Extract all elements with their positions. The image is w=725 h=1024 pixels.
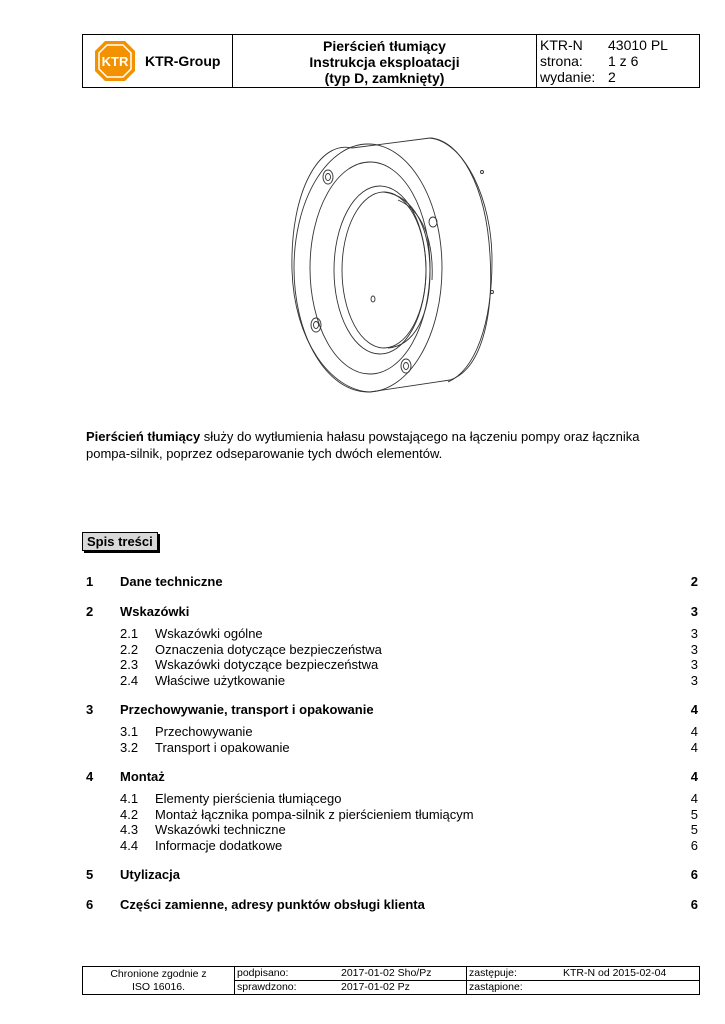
checked-row bbox=[235, 981, 466, 995]
toc-section-page: 4 bbox=[690, 769, 698, 784]
toc-subsection[interactable] bbox=[86, 724, 698, 740]
toc-subsection-title: Informacje dodatkowe bbox=[155, 837, 283, 853]
toc-subsection-page: 4 bbox=[690, 739, 698, 755]
toc-section-number: 5 bbox=[86, 867, 94, 882]
toc-heading: Spis treści bbox=[82, 532, 158, 551]
company-name: KTR-Group bbox=[145, 53, 221, 69]
edition-value: 2 bbox=[608, 69, 616, 85]
toc-section-number: 6 bbox=[86, 897, 94, 912]
toc-section-title: Dane techniczne bbox=[120, 574, 223, 589]
intro-bold: Pierścień tłumiący bbox=[86, 429, 201, 444]
replaced-by-value bbox=[563, 981, 699, 995]
toc-subsection[interactable] bbox=[86, 673, 698, 689]
toc-subsection-title: Elementy pierścienia tłumiącego bbox=[155, 791, 342, 806]
replaces-label: zastępuje: bbox=[469, 967, 517, 979]
doc-number-row bbox=[540, 37, 699, 53]
certification-note bbox=[83, 967, 235, 994]
toc-subsection-title: Wskazówki dotyczące bezpieczeństwa bbox=[155, 657, 379, 672]
logo-cell bbox=[83, 35, 233, 87]
toc-section[interactable] bbox=[86, 897, 698, 913]
toc-subsection-title: Wskazówki ogólne bbox=[155, 626, 263, 641]
toc-subsection-page: 3 bbox=[690, 641, 698, 657]
toc-subsection-page: 4 bbox=[690, 791, 698, 806]
toc-section-page: 6 bbox=[690, 897, 698, 912]
toc-subsection-page: 3 bbox=[690, 672, 698, 688]
edition-row bbox=[540, 69, 699, 85]
signed-value: 2017-01-02 Sho/Pz bbox=[341, 967, 432, 979]
toc-section-title: Przechowywanie, transport i opakowanie bbox=[120, 702, 374, 717]
toc-subsection-title: Przechowywanie bbox=[155, 724, 253, 739]
toc-subsection-title: Montaż łącznika pompa-silnik z pierścieniem tłumiącym bbox=[155, 806, 474, 822]
toc-subsection[interactable] bbox=[86, 657, 698, 673]
intro-text: służy do wytłumienia hałasu powstającego na łączeniu pompy oraz łącznika pompa-silnik, poprzez odseparowanie tych dwóch elementów. bbox=[86, 429, 640, 461]
doc-number-value: 43010 PL bbox=[608, 37, 668, 53]
page-value: 1 z 6 bbox=[608, 53, 639, 69]
toc-subsection-page: 5 bbox=[690, 822, 698, 837]
checked-value: 2017-01-02 Pz bbox=[341, 981, 410, 993]
toc-subsection-title: Wskazówki techniczne bbox=[155, 822, 286, 837]
replaced-by-row bbox=[467, 981, 699, 995]
ktr-logo-icon bbox=[93, 39, 137, 83]
page-label: strona: bbox=[540, 53, 583, 69]
toc-section[interactable] bbox=[86, 574, 698, 590]
edition-label: wydanie: bbox=[540, 69, 596, 85]
toc-subsection-page: 6 bbox=[690, 837, 698, 853]
replaces-row bbox=[467, 967, 699, 981]
damping-ring-drawing bbox=[280, 130, 500, 405]
replaced-by-label: zastąpione: bbox=[469, 981, 523, 993]
toc-section-page: 6 bbox=[690, 867, 698, 882]
toc-section[interactable] bbox=[86, 769, 698, 785]
toc-subsection[interactable] bbox=[86, 626, 698, 642]
toc-section[interactable] bbox=[86, 702, 698, 718]
revision-block bbox=[467, 967, 699, 994]
toc-section[interactable] bbox=[86, 604, 698, 620]
toc-section-page: 2 bbox=[690, 574, 698, 589]
toc-subsection-title: Transport i opakowanie bbox=[155, 739, 290, 755]
checked-label: sprawdzono: bbox=[237, 981, 297, 993]
title-line-2: Instrukcja eksploatacji bbox=[309, 54, 460, 70]
toc-subsection-page: 3 bbox=[690, 657, 698, 672]
doc-number-label: KTR-N bbox=[540, 37, 583, 53]
logo-text: KTR bbox=[101, 54, 129, 69]
toc-subsection[interactable] bbox=[86, 807, 698, 823]
signature-block bbox=[235, 967, 467, 994]
toc-subsection[interactable] bbox=[86, 791, 698, 807]
toc-subsection-number: 4.4 bbox=[120, 837, 139, 853]
toc-subsection-number: 2.4 bbox=[120, 672, 139, 688]
title-line-3: (typ D, zamknięty) bbox=[324, 70, 445, 86]
cert-line-1: Chronione zgodnie z bbox=[110, 968, 207, 980]
toc-subsection-number: 3.2 bbox=[120, 739, 139, 755]
document-meta bbox=[537, 35, 699, 87]
toc-subsection-number: 3.1 bbox=[120, 724, 139, 739]
toc-section-number: 2 bbox=[86, 604, 94, 619]
toc-subsection-page: 5 bbox=[690, 806, 698, 822]
toc-subsection-number: 4.2 bbox=[120, 806, 139, 822]
toc-section-title: Części zamienne, adresy punktów obsługi klienta bbox=[120, 897, 425, 912]
document-header bbox=[82, 34, 700, 88]
toc-subsection-number: 2.2 bbox=[120, 641, 139, 657]
table-of-contents bbox=[86, 570, 698, 913]
toc-subsection-title: Oznaczenia dotyczące bezpieczeństwa bbox=[155, 641, 382, 657]
replaces-value: KTR-N od 2015-02-04 bbox=[563, 967, 667, 979]
toc-subsection-title: Właściwe użytkowanie bbox=[155, 672, 286, 688]
toc-subsection-number: 4.3 bbox=[120, 822, 139, 837]
toc-section-title: Utylizacja bbox=[120, 867, 180, 882]
toc-section-number: 1 bbox=[86, 574, 94, 589]
toc-subsection[interactable] bbox=[86, 642, 698, 658]
cert-line-2: ISO 16016. bbox=[131, 981, 186, 993]
signed-row bbox=[235, 967, 466, 981]
page-row bbox=[540, 53, 699, 69]
toc-subsection[interactable] bbox=[86, 822, 698, 838]
toc-subsection-page: 3 bbox=[690, 626, 698, 641]
toc-subsection-number: 2.1 bbox=[120, 626, 139, 641]
toc-subsection[interactable] bbox=[86, 740, 698, 756]
title-line-1: Pierścień tłumiący bbox=[323, 38, 446, 54]
intro-paragraph bbox=[86, 428, 686, 462]
document-title bbox=[233, 35, 537, 87]
toc-section-page: 4 bbox=[690, 702, 698, 717]
signed-label: podpisano: bbox=[237, 967, 289, 979]
toc-subsection-page: 4 bbox=[690, 724, 698, 739]
toc-subsection[interactable] bbox=[86, 838, 698, 854]
toc-section[interactable] bbox=[86, 867, 698, 883]
toc-section-title: Montaż bbox=[120, 769, 165, 784]
toc-section-page: 3 bbox=[690, 604, 698, 619]
toc-subsection-number: 2.3 bbox=[120, 657, 139, 672]
document-footer bbox=[82, 966, 700, 995]
toc-section-title: Wskazówki bbox=[120, 604, 190, 619]
toc-section-number: 4 bbox=[86, 769, 94, 784]
toc-subsection-number: 4.1 bbox=[120, 791, 139, 806]
toc-section-number: 3 bbox=[86, 702, 94, 717]
